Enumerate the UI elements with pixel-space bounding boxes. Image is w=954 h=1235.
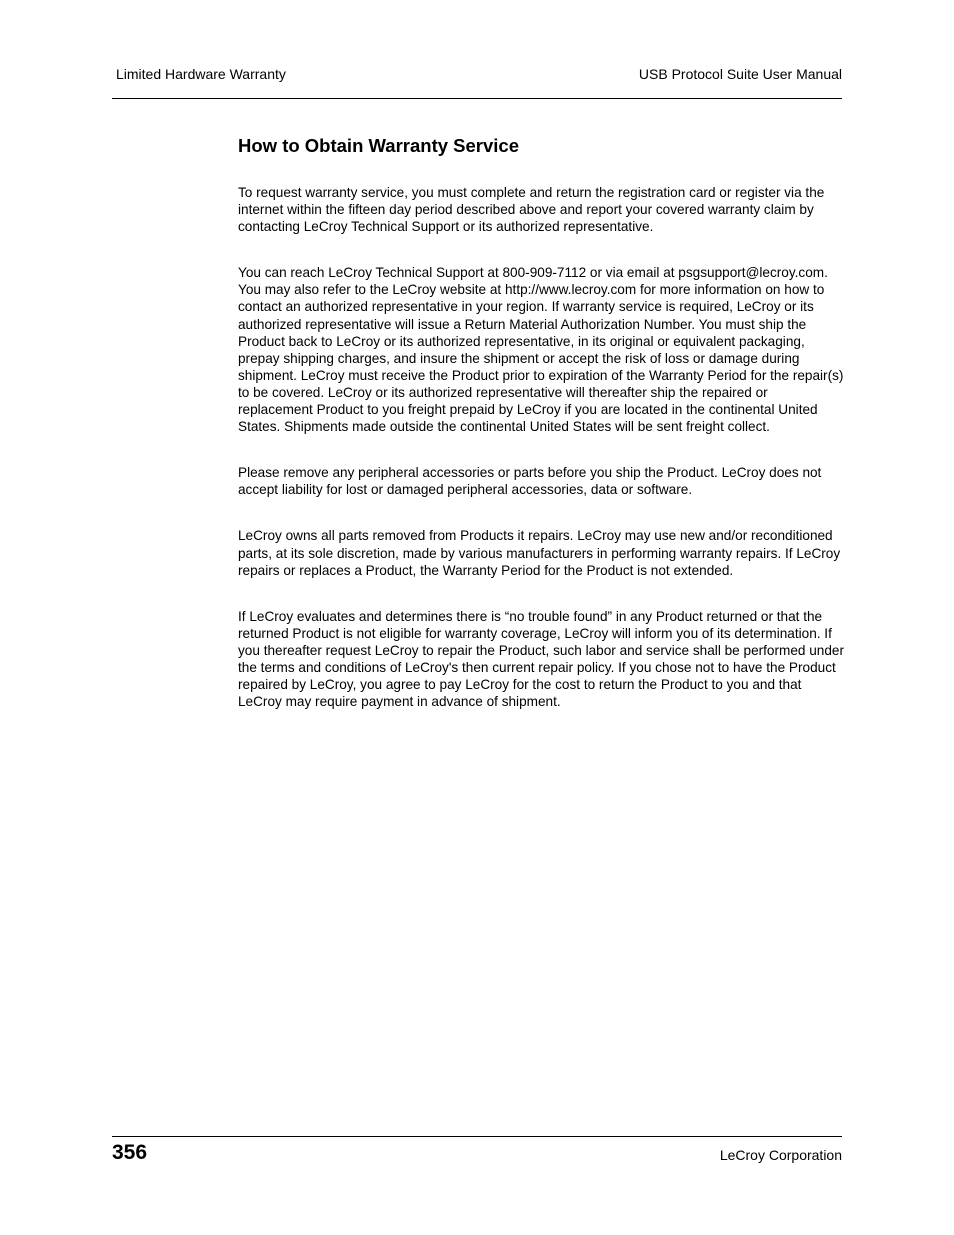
page-header: [112, 64, 842, 99]
section-title: How to Obtain Warranty Service: [238, 135, 519, 156]
paragraph-parts-ownership: LeCroy owns all parts removed from Products it repairs. LeCroy may use new and/or reconditioned parts, at its sole discretion, made by various manufacturers in performing warranty repairs. If LeCroy repairs or replaces a Product, the Warranty Period for the Product is not extended.: [238, 528, 841, 578]
main-content: [238, 134, 844, 739]
header-chapter-title: Limited Hardware Warranty: [116, 66, 286, 82]
footer-divider: [112, 1136, 842, 1137]
page-number: 356: [112, 1141, 148, 1164]
paragraph-no-trouble-found: If LeCroy evaluates and determines there is “no trouble found” in any Product returned or that the returned Product is not eligible for warranty coverage, LeCroy will inform you of its determination. If you thereafter request LeCroy to repair the Product, such labor and service shall be performed under the terms and conditions of LeCroy's then current repair policy. If you chose not to have the Product repaired by LeCroy, you agree to pay LeCroy for the cost to return the Product to you and that LeCroy may require payment in advance of shipment.: [238, 608, 845, 710]
paragraph-remove-accessories: Please remove any peripheral accessories or parts before you ship the Product. LeCroy does not accept liability for lost or damaged peripheral accessories, data or software.: [238, 465, 822, 498]
header-manual-title: USB Protocol Suite User Manual: [638, 66, 842, 82]
paragraph-request-service: To request warranty service, you must complete and return the registration card or register via the internet within the fifteen day period described above and report your covered warranty claim by contacting LeCroy Technical Support or its authorized representative.: [238, 185, 825, 235]
footer-company-name: LeCroy Corporation: [719, 1147, 842, 1163]
paragraph-technical-support: You can reach LeCroy Technical Support at 800-909-7112 or via email at psgsupport@lecroy.com. You may also refer to the LeCroy website at http://www.lecroy.com for more information on how to contact an authorized representative in your region. If warranty service is required, LeCroy or its authorized representative will issue a Return Material Authorization Number. You must ship the Product back to LeCroy or its authorized representative, in its original or equivalent packaging, prepay shipping charges, and insure the shipment or accept the risk of loss or damage during shipment. LeCroy must receive the Product prior to expiration of the Warranty Period for the repair(s) to be covered. LeCroy or its authorized representative will thereafter ship the repaired or replacement Product to you freight prepaid by LeCroy if you are located in the continental United States. Shipments made outside the continental United States will be sent freight collect.: [238, 265, 844, 435]
